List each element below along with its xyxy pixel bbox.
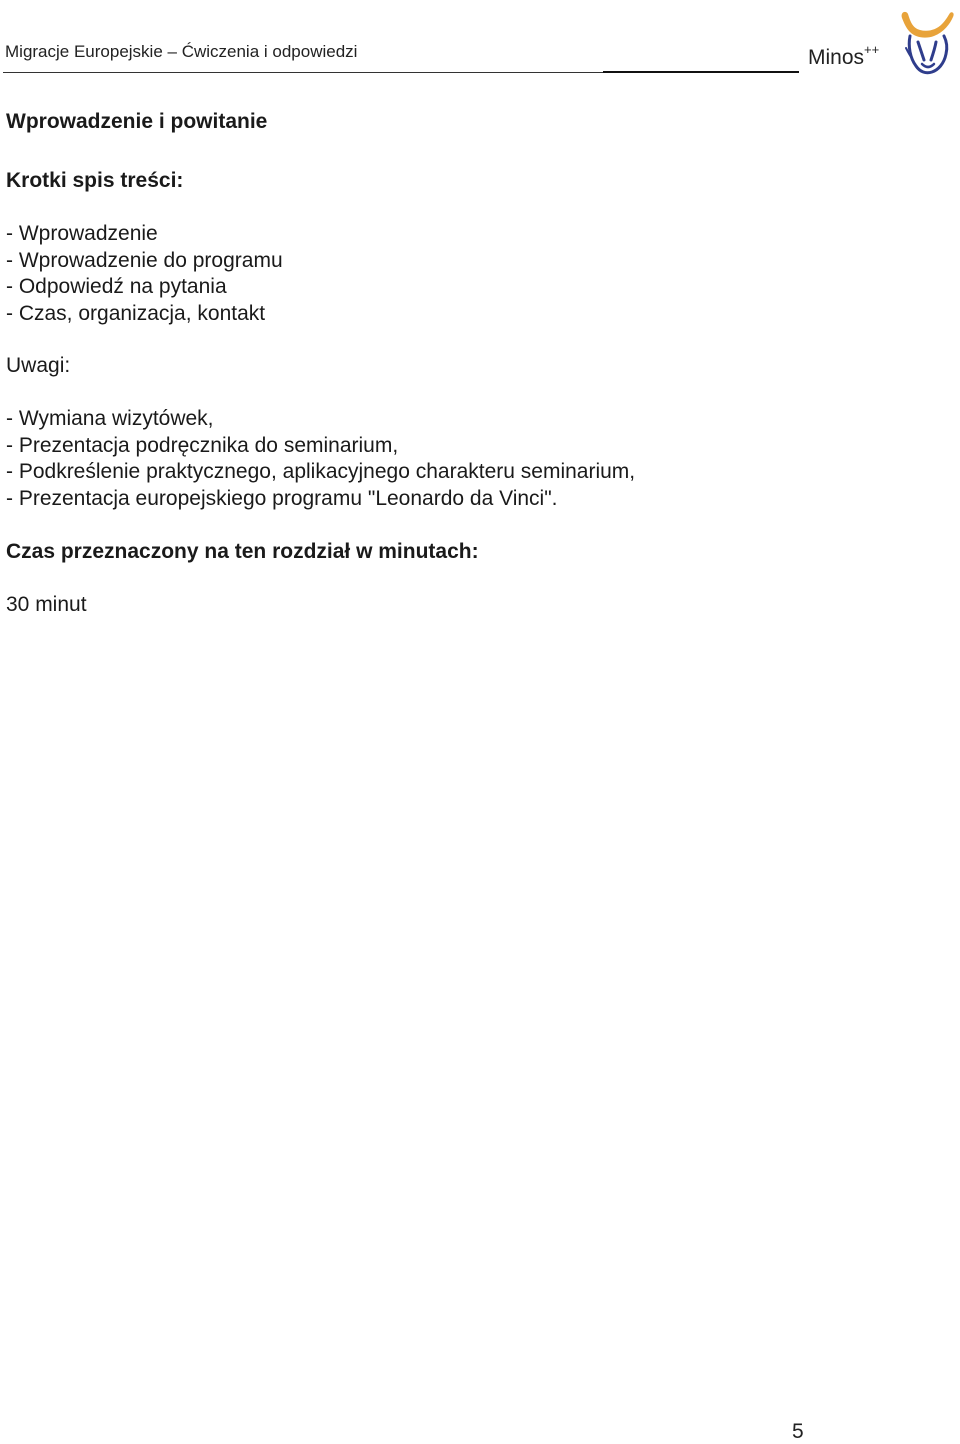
- page-number: 5: [792, 1420, 804, 1443]
- minos-bull-logo-icon: [898, 8, 956, 76]
- list-item: - Czas, organizacja, kontakt: [6, 301, 266, 325]
- time-value: 30 minut: [6, 593, 87, 616]
- list-item: - Wprowadzenie do programu: [6, 248, 283, 272]
- time-heading: Czas przeznaczony na ten rozdział w minutach:: [6, 540, 479, 563]
- list-item: - Prezentacja podręcznika do seminarium,: [6, 433, 399, 457]
- document-title: Migracje Europejskie – Ćwiczenia i odpowiedzi: [5, 42, 358, 61]
- page-header: [0, 0, 960, 80]
- section-title: Wprowadzenie i powitanie: [6, 110, 268, 133]
- notes-heading: Uwagi:: [6, 354, 71, 377]
- list-item: - Prezentacja europejskiego programu "Leonardo da Vinci".: [6, 486, 558, 510]
- list-item: - Podkreślenie praktycznego, aplikacyjnego charakteru seminarium,: [6, 460, 636, 483]
- brand-name: [808, 42, 880, 70]
- header-divider-accent: [603, 71, 799, 73]
- list-item: - Odpowiedź na pytania: [6, 275, 227, 298]
- toc-list: [6, 221, 283, 327]
- header-divider: [3, 72, 603, 73]
- list-item: - Wymiana wizytówek,: [6, 407, 214, 430]
- brand-superscript: ++: [864, 42, 880, 57]
- brand-text: Minos: [808, 46, 865, 69]
- notes-list: [6, 406, 635, 512]
- list-item: - Wprowadzenie: [6, 222, 158, 245]
- toc-heading: Krotki spis treści:: [6, 169, 184, 192]
